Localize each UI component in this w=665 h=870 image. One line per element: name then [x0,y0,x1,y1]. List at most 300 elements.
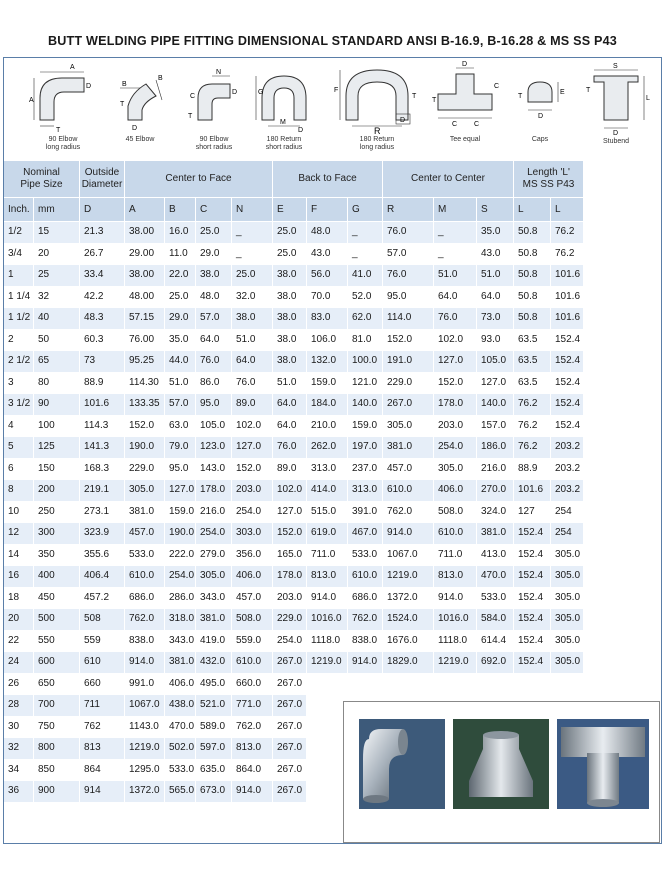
table-cell: _ [348,244,382,265]
table-cell: 101.6 [551,287,583,308]
table-cell: 381.0 [383,437,433,458]
table-cell: 343.0 [196,588,231,609]
table-cell: 140.0 [348,394,382,415]
table-cell: 168.3 [80,459,124,480]
table-cell: 711.0 [434,545,476,566]
table-cell: 57.15 [125,308,164,329]
column-group-header: Length 'L' MS SS P43 [514,161,583,197]
dimension-letter: F [334,87,339,94]
table-cell: 79.0 [165,437,195,458]
table-cell: 33.4 [80,265,124,286]
table-cell: 203.2 [551,480,583,501]
table-cell: 73.0 [477,308,513,329]
table-cell: 762 [80,717,124,738]
table-cell: 2 1/2 [4,351,33,372]
table-cell: 210.0 [307,416,347,437]
table-cell: 589.0 [196,717,231,738]
table-cell: 203.0 [273,588,306,609]
table-cell: 152.0 [383,330,433,351]
table-cell: 29.00 [125,244,164,265]
diagram-caption: Stubend [602,138,630,145]
table-cell: 25.0 [165,287,195,308]
table-cell: 50.8 [514,287,550,308]
table-cell: 1219.0 [307,652,347,673]
dimension-letter: T [412,93,417,100]
table-cell: 324.0 [477,502,513,523]
table-cell: 152.4 [514,609,550,630]
table-cell: 152.4 [514,588,550,609]
table-cell: 391.0 [348,502,382,523]
table-cell: 16.0 [165,222,195,243]
table-cell: 343.0 [165,631,195,652]
table-cell: 864 [80,760,124,781]
table-cell: 190.0 [125,437,164,458]
table-cell: 914 [80,781,124,802]
table-cell: 57.0 [383,244,433,265]
table-cell: 1219.0 [434,652,476,673]
table-cell: 48.0 [196,287,231,308]
table-cell: 25 [34,265,79,286]
diagram-caption: Caps [531,136,549,143]
table-cell: 76.0 [196,351,231,372]
table-cell: 771.0 [232,695,272,716]
table-cell: 200 [34,480,79,501]
table-cell: 1016.0 [434,609,476,630]
table-cell: 83.0 [307,308,347,329]
table-cell: 610.0 [383,480,433,501]
table-cell: 914.0 [232,781,272,802]
tee-equal-diagram [430,58,500,158]
table-cell: 323.9 [80,523,124,544]
table-cell: 38.0 [273,351,306,372]
table-cell: 584.0 [477,609,513,630]
table-cell: 25.0 [196,222,231,243]
tee-fitting-photo [557,719,649,809]
table-cell: 127.0 [165,480,195,501]
table-cell: 216.0 [477,459,513,480]
dimension-letter: T [56,127,61,134]
table-cell: 43.0 [307,244,347,265]
table-cell: 356.0 [232,545,272,566]
table-cell: 614.4 [477,631,513,652]
dimension-letter: D [132,125,138,132]
table-cell: 32.0 [232,287,272,308]
table-cell: 267.0 [273,717,306,738]
table-cell: 25.0 [273,222,306,243]
table-cell: 62.0 [348,308,382,329]
table-cell: 406.0 [165,674,195,695]
table-cell: 143.0 [196,459,231,480]
table-cell: 121.0 [348,373,382,394]
table-cell: 762.0 [348,609,382,630]
table-cell: 305.0 [125,480,164,501]
column-subheader: L [551,198,583,221]
table-cell: 95.0 [383,287,433,308]
table-cell: 114.0 [383,308,433,329]
table-cell: 152.4 [514,523,550,544]
table-cell: 495.0 [196,674,231,695]
table-cell: 673.0 [196,781,231,802]
table-cell: 70.0 [307,287,347,308]
table-cell: 114.30 [125,373,164,394]
return-180-long-radius-diagram [332,58,422,158]
table-cell: 914.0 [434,588,476,609]
table-cell: 813.0 [434,566,476,587]
table-cell: 38.00 [125,222,164,243]
table-cell: 1067.0 [383,545,433,566]
table-cell: 56.0 [307,265,347,286]
table-cell: 88.9 [514,459,550,480]
table-cell: 502.0 [165,738,195,759]
table-cell: 1676.0 [383,631,433,652]
table-cell: 42.2 [80,287,124,308]
table-cell: 305.0 [551,566,583,587]
table-cell: 3 [4,373,33,394]
diagram-caption: 180 Return short radius [265,136,303,151]
table-cell: 838.0 [125,631,164,652]
table-cell: 303.0 [232,523,272,544]
dimension-letter: D [613,130,619,136]
table-cell: 48.0 [307,222,347,243]
elbow-45-icon [110,58,170,136]
table-cell: 400 [34,566,79,587]
table-cell: 152.4 [514,545,550,566]
table-cell: 20 [4,609,33,630]
table-cell: 250 [34,502,79,523]
table-cell: 300 [34,523,79,544]
table-cell: 41.0 [348,265,382,286]
table-cell: 101.6 [514,480,550,501]
table-cell: 550 [34,631,79,652]
table-cell: 457.2 [80,588,124,609]
table-cell: 32 [34,287,79,308]
table-cell: 838.0 [348,631,382,652]
table-cell: 102.0 [232,416,272,437]
table-cell: 191.0 [383,351,433,372]
table-cell: 254.0 [232,502,272,523]
table-cell: 127.0 [232,437,272,458]
table-cell: 127.0 [434,351,476,372]
dimension-letter: D [232,89,238,96]
table-cell: 597.0 [196,738,231,759]
column-subheader: Inch. [4,198,33,221]
table-cell: 150 [34,459,79,480]
table-cell: 105.0 [477,351,513,372]
table-cell: 559 [80,631,124,652]
table-cell: 152.4 [551,351,583,372]
table-cell: 1524.0 [383,609,433,630]
table-cell: 1829.0 [383,652,433,673]
table-cell: 254.0 [273,631,306,652]
table-cell: 4 [4,416,33,437]
table-cell: 305.0 [551,609,583,630]
table-cell: 159.0 [348,416,382,437]
table-cell: 57.0 [196,308,231,329]
diagram-caption: 90 Elbow short radius [195,136,233,151]
diagram-caption: 90 Elbow long radius [45,136,81,151]
diagram-caption: 180 Return long radius [359,136,395,151]
table-cell: 813 [80,738,124,759]
reducer-fitting-photo [453,719,549,809]
table-cell: 190.0 [165,523,195,544]
table-cell: 450 [34,588,79,609]
table-cell: 254.0 [434,437,476,458]
dimension-letter: T [432,97,437,104]
table-cell: 8 [4,480,33,501]
table-cell: 105.0 [196,416,231,437]
return-180-short-radius-diagram [252,58,316,158]
table-cell: 35.0 [477,222,513,243]
table-cell: 2 [4,330,33,351]
table-cell: 414.0 [307,480,347,501]
table-cell: 50.8 [514,308,550,329]
column-group-header: Outside Diameter [80,161,124,197]
table-cell: 237.0 [348,459,382,480]
table-cell: 1118.0 [434,631,476,652]
cap-icon [512,58,568,136]
table-cell: 48.3 [80,308,124,329]
table-cell: 900 [34,781,79,802]
table-cell: 64.0 [434,287,476,308]
table-cell: 619.0 [307,523,347,544]
table-cell: 610 [80,652,124,673]
table-cell: 50.8 [514,244,550,265]
table-cell: 43.0 [477,244,513,265]
dimension-letter: D [400,117,406,124]
table-cell: 470.0 [165,717,195,738]
table-cell: 76.2 [514,437,550,458]
table-cell: 38.0 [273,265,306,286]
table-cell: 51.0 [232,330,272,351]
table-cell: 48.00 [125,287,164,308]
table-cell: 38.0 [232,308,272,329]
table-cell: 152.4 [551,373,583,394]
table-cell: 52.0 [348,287,382,308]
table-cell: 76.0 [434,308,476,329]
column-subheader: S [477,198,513,221]
table-cell: 1118.0 [307,631,347,652]
table-cell: 44.0 [165,351,195,372]
dimension-letter: C [494,83,500,90]
table-cell: 64.0 [273,416,306,437]
cap-diagram [512,58,568,158]
column-subheader: E [273,198,306,221]
table-cell: 1067.0 [125,695,164,716]
column-subheader: N [232,198,272,221]
table-cell: 114.3 [80,416,124,437]
elbow-90-short-radius-icon [182,58,246,136]
table-cell: 305.0 [551,652,583,673]
table-cell: 64.0 [196,330,231,351]
table-cell: 24 [4,652,33,673]
dimension-letter: D [462,61,468,68]
table-cell: 1372.0 [383,588,433,609]
table-cell: 18 [4,588,33,609]
table-cell: 125 [34,437,79,458]
table-cell: 660 [80,674,124,695]
table-cell: 152.0 [273,523,306,544]
table-cell: 51.0 [165,373,195,394]
dimension-letter: D [298,127,304,134]
table-cell: 762.0 [383,502,433,523]
table-cell: 438.0 [165,695,195,716]
fitting-photos-panel [343,701,660,843]
table-cell: 635.0 [196,760,231,781]
table-cell: 63.0 [165,416,195,437]
table-cell: 157.0 [477,416,513,437]
table-cell: 533.0 [165,760,195,781]
table-cell: 273.1 [80,502,124,523]
table-cell: 102.0 [434,330,476,351]
table-cell: 318.0 [165,609,195,630]
table-cell: 216.0 [196,502,231,523]
table-cell: 650 [34,674,79,695]
table-cell: 76.0 [383,222,433,243]
dimension-letter: L [646,95,650,102]
table-cell: _ [232,222,272,243]
table-cell: 500 [34,609,79,630]
table-cell: 178.0 [196,480,231,501]
table-cell: 38.0 [273,287,306,308]
column-subheader: M [434,198,476,221]
table-cell: 152.0 [125,416,164,437]
table-cell: 610.0 [348,566,382,587]
table-cell: 610.0 [232,652,272,673]
table-cell: 457.0 [232,588,272,609]
table-cell: 254 [551,523,583,544]
dimension-letter: D [86,83,92,90]
dimension-letter: T [586,87,591,94]
dimension-letter: B [158,75,163,82]
table-cell: 3/4 [4,244,33,265]
column-subheader: L [514,198,550,221]
table-cell: 1219.0 [383,566,433,587]
dimension-letter: T [518,93,523,100]
column-subheader: D [80,198,124,221]
table-cell: 95.25 [125,351,164,372]
table-cell: 57.0 [165,394,195,415]
table-cell: 700 [34,695,79,716]
table-cell: 140.0 [477,394,513,415]
table-cell: 159.0 [165,502,195,523]
dimension-letter: G [258,89,264,96]
dimension-letter: S [613,63,618,70]
table-cell: 381.0 [125,502,164,523]
table-cell: 64.0 [232,351,272,372]
return-180-short-radius-icon [252,58,316,136]
table-cell: 270.0 [477,480,513,501]
table-cell: 60.3 [80,330,124,351]
table-cell: 51.0 [273,373,306,394]
table-cell: 50.8 [514,265,550,286]
elbow-90-short-radius-diagram [182,58,246,158]
table-cell: 267.0 [273,652,306,673]
table-cell: 12 [4,523,33,544]
table-cell: 100 [34,416,79,437]
table-cell: 35.0 [165,330,195,351]
table-cell: 73 [80,351,124,372]
table-cell: 355.6 [80,545,124,566]
table-cell: 1219.0 [125,738,164,759]
table-cell: 457.0 [383,459,433,480]
table-cell: 521.0 [196,695,231,716]
table-cell: 32 [4,738,33,759]
dimension-letter: T [120,101,125,108]
table-cell: 86.0 [196,373,231,394]
table-cell: 30 [4,717,33,738]
table-cell: 267.0 [273,760,306,781]
table-cell: 286.0 [165,588,195,609]
table-cell: 467.0 [348,523,382,544]
table-cell: 254.0 [165,566,195,587]
table-cell: 100.0 [348,351,382,372]
table-cell: 63.5 [514,373,550,394]
dimension-letter: C [190,93,196,100]
table-cell: 305.0 [196,566,231,587]
column-group-header: Nominal Pipe Size [4,161,79,197]
table-cell: 406.0 [232,566,272,587]
table-cell: 11.0 [165,244,195,265]
dimension-letter: E [560,89,565,96]
table-cell: 267.0 [383,394,433,415]
table-cell: 432.0 [196,652,231,673]
table-cell: 711.0 [307,545,347,566]
table-cell: 50 [34,330,79,351]
column-subheader: mm [34,198,79,221]
table-cell: 133.35 [125,394,164,415]
table-cell: 64.0 [477,287,513,308]
table-cell: 76.2 [514,394,550,415]
table-cell: 25.0 [273,244,306,265]
table-cell: 508.0 [232,609,272,630]
table-cell: 457.0 [125,523,164,544]
table-cell: 186.0 [477,437,513,458]
table-cell: 864.0 [232,760,272,781]
table-cell: 20 [34,244,79,265]
table-cell: 93.0 [477,330,513,351]
table-cell: 40 [34,308,79,329]
table-cell: 197.0 [348,437,382,458]
table-cell: 106.0 [307,330,347,351]
table-cell: 50.8 [514,222,550,243]
dimension-letter: R [374,126,381,136]
table-cell: _ [434,244,476,265]
table-cell: 508.0 [434,502,476,523]
table-cell: 88.9 [80,373,124,394]
table-cell: 26 [4,674,33,695]
table-cell: 15 [34,222,79,243]
table-cell: 559.0 [232,631,272,652]
table-cell: 850 [34,760,79,781]
table-cell: 914.0 [348,652,382,673]
table-cell: 313.0 [307,459,347,480]
table-cell: 101.6 [551,308,583,329]
table-cell: 80 [34,373,79,394]
diagram-caption: Tee equal [449,136,481,143]
table-cell: 152.0 [232,459,272,480]
table-cell: 610.0 [125,566,164,587]
table-cell: 29.0 [196,244,231,265]
table-cell: 3 1/2 [4,394,33,415]
table-cell: 1 1/2 [4,308,33,329]
table-cell: 81.0 [348,330,382,351]
table-cell: 533.0 [477,588,513,609]
stubend-icon [580,58,652,136]
table-cell: 152.4 [514,566,550,587]
table-cell: 34 [4,760,33,781]
diagram-caption: 45 Elbow [125,136,155,143]
table-cell: 762.0 [232,717,272,738]
